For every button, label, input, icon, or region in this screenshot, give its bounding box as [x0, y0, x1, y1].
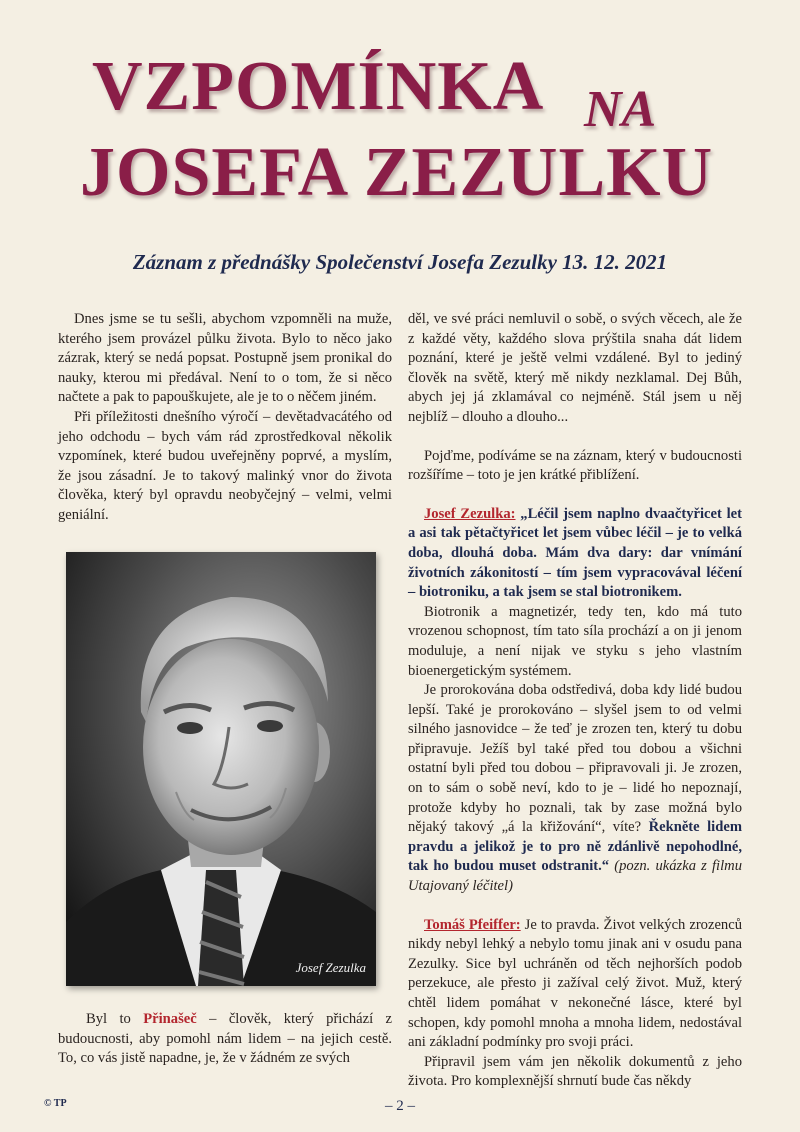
title-na: NA [584, 81, 657, 138]
speaker-tomas-pfeiffer: Tomáš Pfeiffer: [424, 916, 521, 933]
paragraph: Dnes jsme se tu sešli, abychom vzpomněli na muže, kterého jsem provázel půlku života. Bylo to něco jako zázrak, který se nedá popsat. Postupně jsem pronikal do nauky, kterou mi předával. Není to o tom, že si něco načtete a pak to papouškujete, ale je to o něčem jiném. [58, 311, 392, 406]
paragraph [408, 916, 742, 1053]
quote-text: Řekněte lidem pravdu a jelikož je to pro ně zdánlivě nepohodlné, tak ho budou muset odstranit.“ [408, 819, 742, 875]
text-run: – člověk, který přichází z budoucnosti, aby pomohl nám lidem – na jejich cestě. To, co vás jistě napadne, je, že v žádném ze svých [58, 1011, 393, 1067]
paragraph: Při příležitosti dnešního výročí – devětadvacátého od jeho odchodu – bych vám rád zprostředkoval několik vzpomínek, které budou uveřejněny poprvé, a myslím, že jsou zásadní. Je to takový malinký vnor do života člověka, který byl opravdu neobyčejný – velmi, velmi geniální. [58, 408, 392, 523]
paragraph: Připravil jsem vám jen několik dokumentů z jeho života. Pro komplexnější shrnutí bude čas někdy [408, 1053, 742, 1090]
paragraph [58, 1010, 392, 1069]
text-run: Byl to [86, 1011, 144, 1027]
right-column [408, 310, 742, 1092]
quote-paragraph [408, 505, 742, 603]
title-line-1: VZPOMÍNKA [92, 48, 545, 125]
text-run: Je to pravda. Život velkých zrozenců nikdy nebyl lehký a nebylo tomu jinak ani v osudu pana Zezulky. Sice byl uchráněn od těch nejhorších podob perzekuce, ale přesto ji zažíval celý život. Muž, který chtěl lidem pomáhat v nekonečné lásce, které byl schopen, kdy pomohl mnoha a mnoha lidem, nedostával ani základní podmínky pro svoji práci. [408, 916, 743, 1051]
left-column [58, 310, 392, 526]
highlight-prinasec: Přinašeč [143, 1011, 197, 1027]
paragraph [408, 681, 742, 897]
subtitle: Záznam z přednášky Společenství Josefa Zezulky 13. 12. 2021 [132, 250, 668, 274]
portrait-photo [66, 552, 376, 986]
paragraph: děl, ve své práci nemluvil o sobě, o svých věcech, ale že z každé věty, každého slova prýštila snaha dát lidem poznání, které je ještě velmi vzdálené. Byl to jediný člověk na světě, který mě nikdy nezklamal. Dej Bůh, abych jej já zklamával co nejméně. Stál jsem u něj nejblíž – dlouho a dlouho... [408, 311, 742, 425]
photo-caption: Josef Zezulka [295, 960, 366, 975]
paragraph: Biotronik a magnetizér, tedy ten, kdo má tuto vrozenou schopnost, tím tato síla prochází a on ji jenom moduluje, a není nijak ve styku s jeho vlastním bioenergetickým systémem. [408, 603, 742, 679]
title-line-2: JOSEFA ZEZULKU [80, 134, 714, 211]
text-run: Je prorokována doba odstředivá, doba kdy lidé budou lepší. Také je prorokováno – slyšel jsem to od velmi silného jasnovidce – že teď je zrozen ten, který tu dobu připravuje. Ježíš byl také před tou dobou a všichni ostatní byli před tou dobou – připravovali ji. Je zrozen, on to sám o sobě neví, kdo to je – lidé ho nepoznají, protože kdyby ho poznali, tak by zase možná bylo nějaký takový „á la křižování“, víte? [408, 682, 742, 836]
page-number: – 2 – [385, 1098, 415, 1114]
speaker-josef-zezulka: Josef Zezulka: [424, 505, 516, 522]
quote-text: „Léčil jsem naplno dvaačtyřicet let a asi tak pětačtyřicet let jsem vůbec léčil – je to velká doba, dlouhá doba. Mám dva dary: dar vnímání životních zákonitostí – tím jsem vypracovával léčení – biotroniku, a tak jsem se stal biotronikem. [408, 505, 742, 601]
portrait-image [66, 552, 376, 986]
copyright: © TP [44, 1098, 67, 1109]
paragraph: Pojďme, podíváme se na záznam, který v budoucnosti rozšíříme – toto je jen krátké přiblížení. [408, 447, 742, 484]
note-text: (pozn. ukázka z filmu Utajovaný léčitel) [408, 858, 742, 895]
left-column-bottom [58, 1010, 392, 1069]
